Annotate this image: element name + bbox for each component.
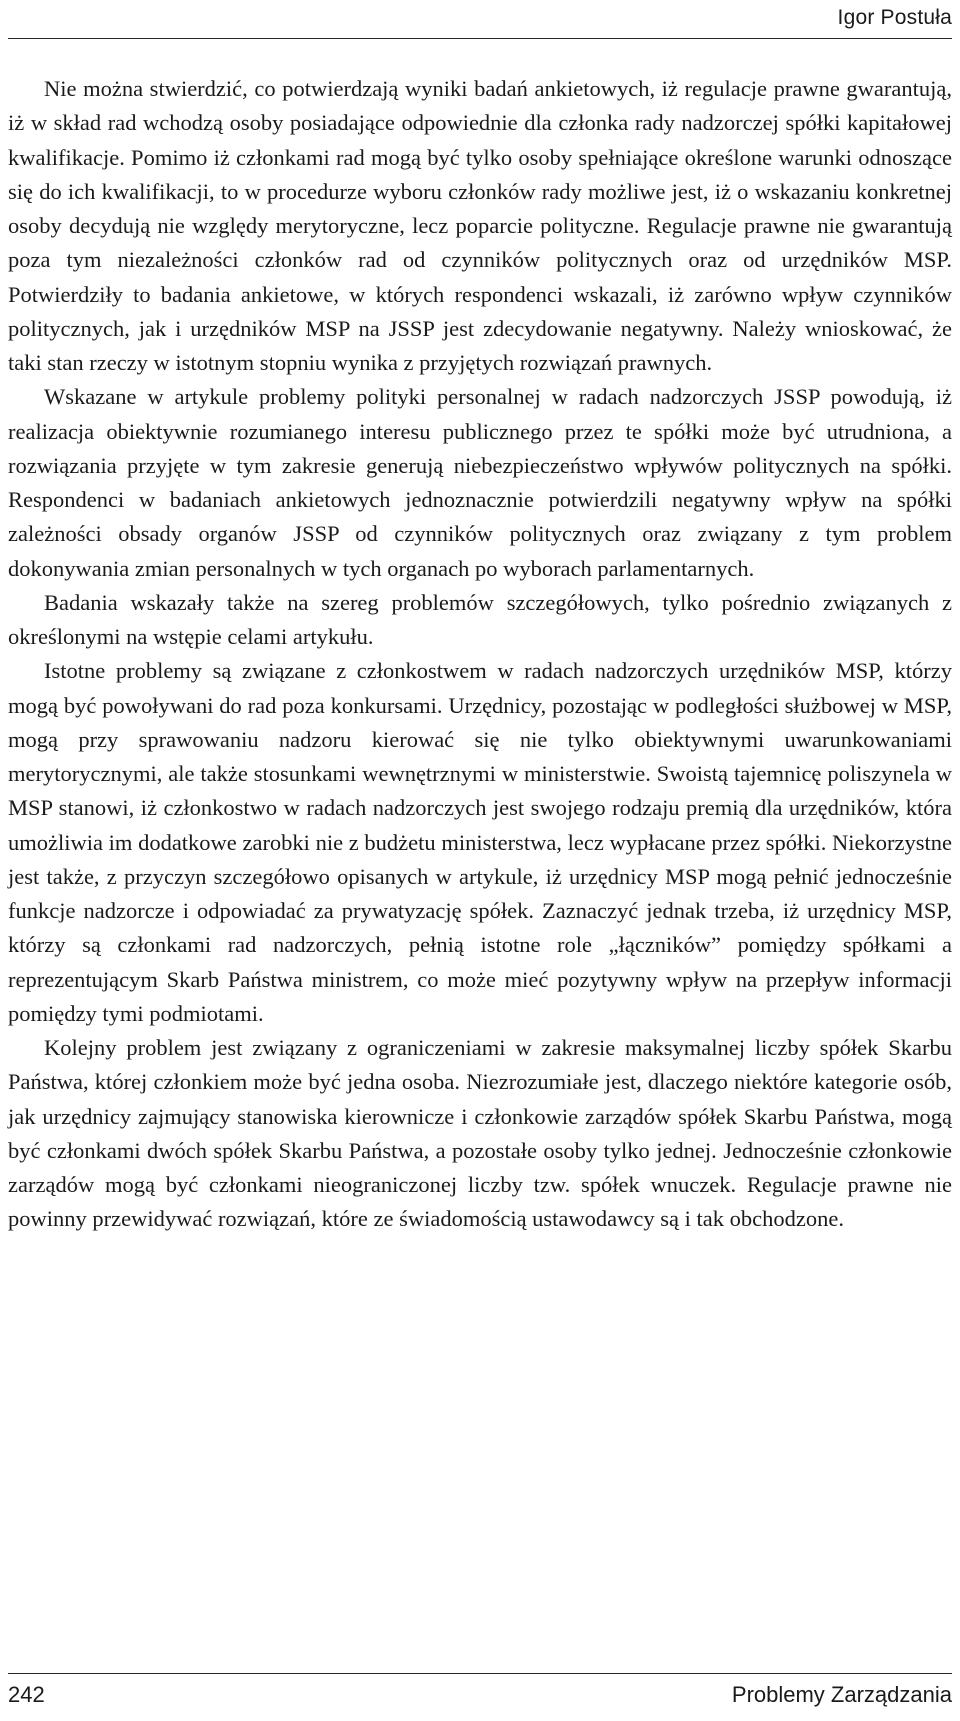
journal-name: Problemy Zarządzania xyxy=(731,1682,952,1707)
running-header-author: Igor Postuła xyxy=(837,6,952,29)
body-paragraph: Nie można stwierdzić, co potwierdzają wyniki badań ankietowych, iż regulacje prawne gwarantują, iż w skład rad wchodzą osoby posiadające odpowiednie dla członka rady nadzorczej spółki kapitałowej kwalifikacje. Pomimo iż członkami rad mogą być tylko osoby spełniające określone warunki odnoszące się do ich kwalifikacji, to w procedurze wyboru członków rady możliwe jest, iż o wskazaniu konkretnej osoby decydują nie względy merytoryczne, lecz poparcie polityczne. Regulacje prawne nie gwarantują poza tym niezależności członków rad od czynników politycznych oraz od urzędników MSP. Potwierdziły to badania ankietowe, w których respondenci wskazali, iż zarówno wpływ czynników politycznych, jak i urzędników MSP na JSSP jest zdecydowanie negatywny. Należy wnioskować, że taki stan rzeczy w istotnym stopniu wynika z przyjętych rozwiązań prawnych. xyxy=(8,76,952,375)
header-divider xyxy=(8,38,952,39)
body-paragraph: Wskazane w artykule problemy polityki personalnej w radach nadzorczych JSSP powodują, iż realizacja obiektywnie rozumianego interesu publicznego przez te spółki może być utrudniona, a rozwiązania przyjęte w tym zakresie generują niebezpieczeństwo wpływów politycznych na spółki. Respondenci w badaniach ankietowych jednoznacznie potwierdzili negatywny wpływ na spółki zależności obsady organów JSSP od czynników politycznych oraz związany z tym problem dokonywania zmian personalnych w tych organach po wyborach parlamentarnych. xyxy=(8,384,952,581)
footer-divider xyxy=(8,1673,952,1674)
body-paragraph: Istotne problemy są związane z członkostwem w radach nadzorczych urzędników MSP, którzy mogą być powoływani do rad poza konkursami. Urzędnicy, pozostając w podległości służbowej w MSP, mogą przy sprawowaniu nadzoru kierować się nie tylko obiektywnymi uwarunkowaniami merytorycznymi, ale także stosunkami wewnętrznymi w ministerstwie. Swoistą tajemnicę poliszynela w MSP stanowi, iż członkostwo w radach nadzorczych jest swojego rodzaju premią dla urzędników, która umożliwia im dodatkowe zarobki nie z budżetu ministerstwa, lecz wypłacane przez spółki. Niekorzystne jest także, z przyczyn szczegółowo opisanych w artykule, iż urzędnicy MSP mogą pełnić jednocześnie funkcje nadzorcze i odpowiadać za prywatyzację spółek. Zaznaczyć jednak trzeba, iż urzędnicy MSP, którzy są członkami rad nadzorczych, pełnią istotne role „łączników” pomiędzy spółkami a reprezentującym Skarb Państwa ministrem, co może mieć pozytywny wpływ na przepływ informacji pomiędzy tymi podmiotami. xyxy=(8,658,952,1026)
article-body xyxy=(8,72,952,1237)
body-paragraph: Badania wskazały także na szereg problemów szczegółowych, tylko pośrednio związanych z określonymi na wstępie celami artykułu. xyxy=(8,589,952,649)
body-paragraph: Kolejny problem jest związany z ograniczeniami w zakresie maksymalnej liczby spółek Skarbu Państwa, której członkiem może być jedna osoba. Niezrozumiałe jest, dlaczego niektóre kategorie osób, jak urzędnicy zajmujący stanowiska kierownicze i członkowie zarządów spółek Skarbu Państwa, mogą być członkami dwóch spółek Skarbu Państwa, a pozostałe osoby tylko jednej. Jednocześnie członkowie zarządów mogą być członkami nieograniczonej liczby tzw. spółek wnuczek. Regulacje prawne nie powinny przewidywać rozwiązań, które ze świadomością ustawodawcy są i tak obchodzone. xyxy=(8,1035,952,1232)
page-number: 242 xyxy=(8,1682,45,1707)
